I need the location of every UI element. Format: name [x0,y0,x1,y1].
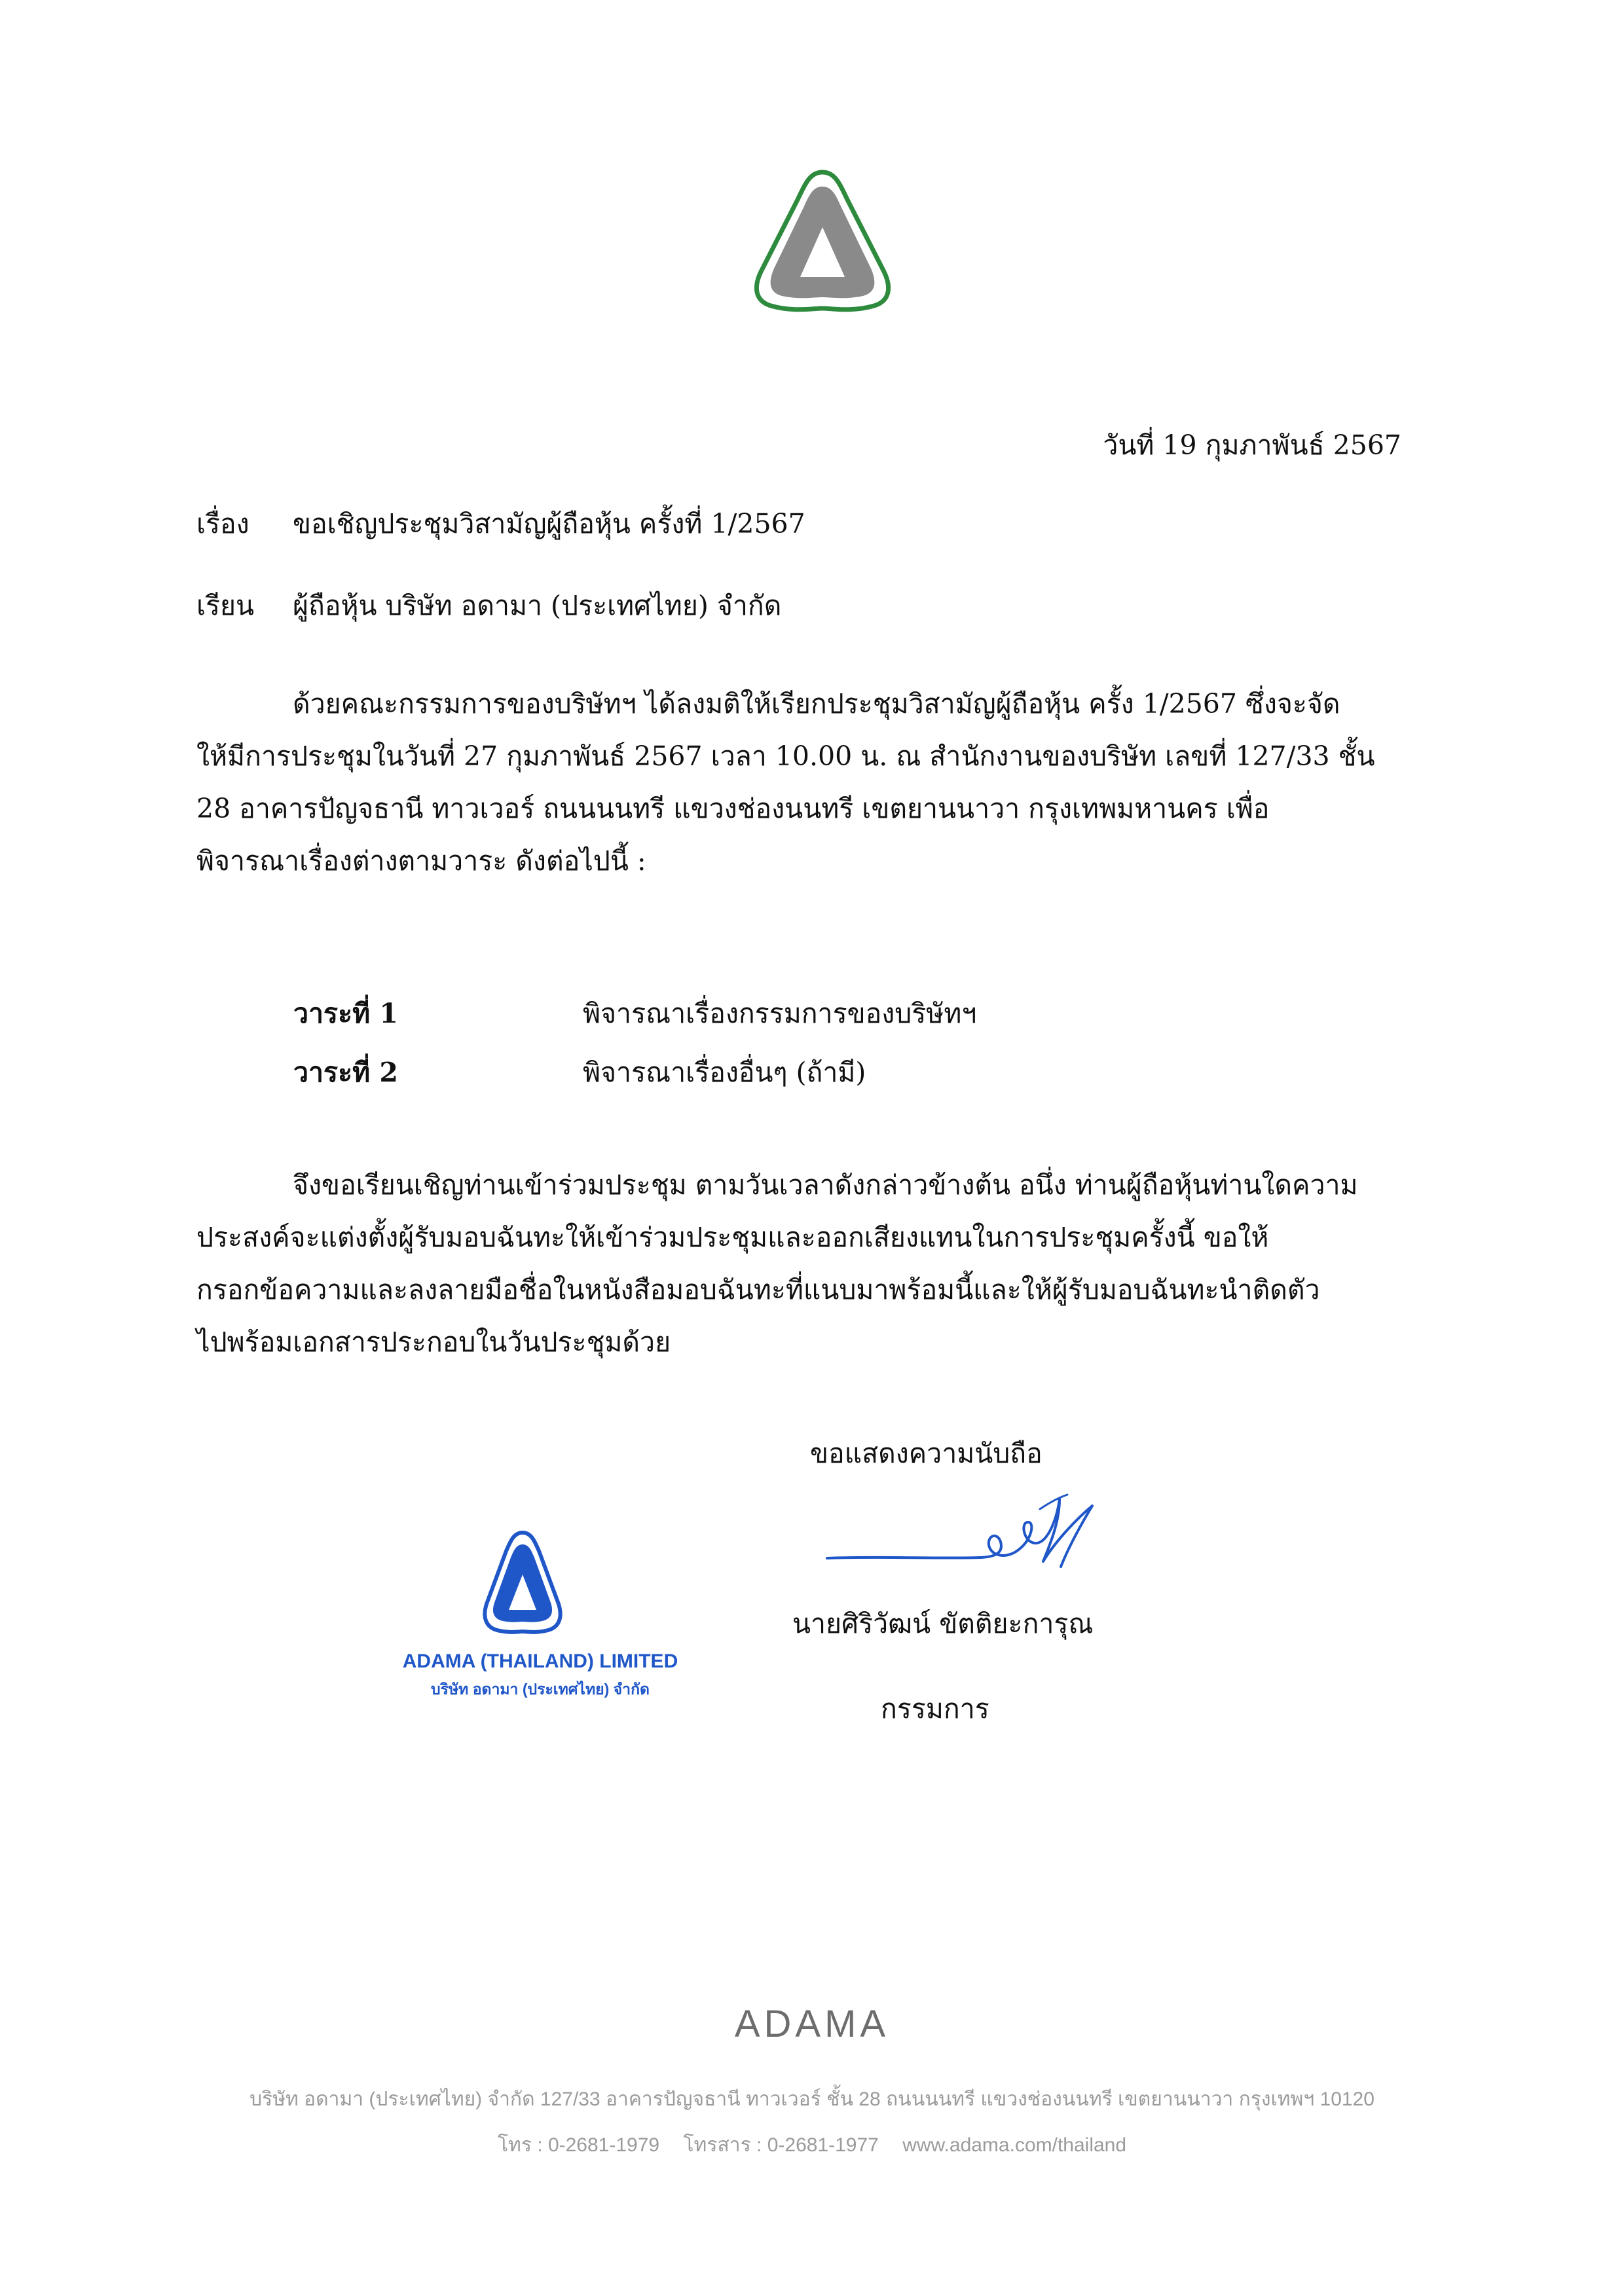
adama-logo-icon [748,167,897,324]
paragraph-line: จึงขอเรียนเชิญท่านเข้าร่วมประชุม ตามวันเวลาดังกล่าวข้างต้น อนึ่ง ท่านผู้ถือหุ้นท่านใดความ [293,1169,1358,1201]
signer-title: กรรมการ [881,1693,989,1724]
recipient-text: ผู้ถือหุ้น บริษัท อดามา (ประเทศไทย) จำกัด [293,590,782,621]
signer-name: นายศิริวัฒน์ ขัตติยะการุณ [792,1608,1094,1639]
paragraph-line: ให้มีการประชุมในวันที่ 27 กุมภาพันธ์ 2567 เวลา 10.00 น. ณ สำนักงานของบริษัท เลขที่ 127/33 ชั้น [196,740,1375,772]
company-stamp [377,1529,704,1712]
paragraph-line: ประสงค์จะแต่งตั้งผู้รับมอบฉันทะให้เข้าร่วมประชุมและออกเสียงแทนในการประชุมครั้งนี้ ขอให้ [196,1222,1269,1253]
body-paragraph-2 [196,1159,1441,1368]
stamp-logo-icon [480,1529,565,1643]
paragraph-line: ด้วยคณะกรรมการของบริษัทฯ ได้ลงมติให้เรียกประชุมวิสามัญผู้ถือหุ้น ครั้ง 1/2567 ซึ่งจะจัด [293,688,1340,720]
footer-fax: โทรสาร : 0-2681-1977 [683,2134,879,2156]
agenda-description: พิจารณาเรื่องกรรมการของบริษัทฯ [583,998,977,1029]
subject-label: เรื่อง [196,508,249,539]
footer-contact [0,2130,1624,2160]
paragraph-line: 28 อาคารปัญจธานี ทาวเวอร์ ถนนนนทรี แขวงช่องนนทรี เขตยานนาวา กรุงเทพมหานคร เพื่อ [196,793,1270,824]
paragraph-line: กรอกข้อความและลงลายมือชื่อในหนังสือมอบฉันทะที่แนบมาพร้อมนี้และให้ผู้รับมอบฉันทะนำติดตัว [196,1274,1320,1305]
footer-website[interactable]: www.adama.com/thailand [902,2134,1127,2156]
signature-image [824,1483,1151,1581]
stamp-company-thai: บริษัท อดามา (ประเทศไทย) จำกัด [431,1681,650,1698]
footer-brand: ADAMA [734,2003,890,2045]
closing-text: ขอแสดงความนับถือ [810,1438,1043,1469]
footer-phone: โทร : 0-2681-1979 [497,2134,660,2156]
paragraph-line: ไปพร้อมเอกสารประกอบในวันประชุมด้วย [196,1326,671,1358]
agenda-number: วาระที่ 1 [293,998,398,1029]
letter-date: วันที่ 19 กุมภาพันธ์ 2567 [1103,429,1401,461]
stamp-company-english: ADAMA (THAILAND) LIMITED [402,1650,678,1672]
body-paragraph-1 [196,678,1441,887]
agenda-description: พิจารณาเรื่องอื่นๆ (ถ้ามี) [583,1057,866,1088]
agenda-number: วาระที่ 2 [293,1057,398,1088]
recipient-label: เรียน [196,590,255,621]
footer-address: บริษัท อดามา (ประเทศไทย) จำกัด 127/33 อาคารปัญจธานี ทาวเวอร์ ชั้น 28 ถนนนนทรี แขวงช่องนนทรี เขตยานนาวา กรุงเทพฯ 10120 [249,2088,1375,2110]
subject-text: ขอเชิญประชุมวิสามัญผู้ถือหุ้น ครั้งที่ 1/2567 [293,508,805,539]
paragraph-line: พิจารณาเรื่องต่างตามวาระ ดังต่อไปนี้ : [196,845,646,877]
